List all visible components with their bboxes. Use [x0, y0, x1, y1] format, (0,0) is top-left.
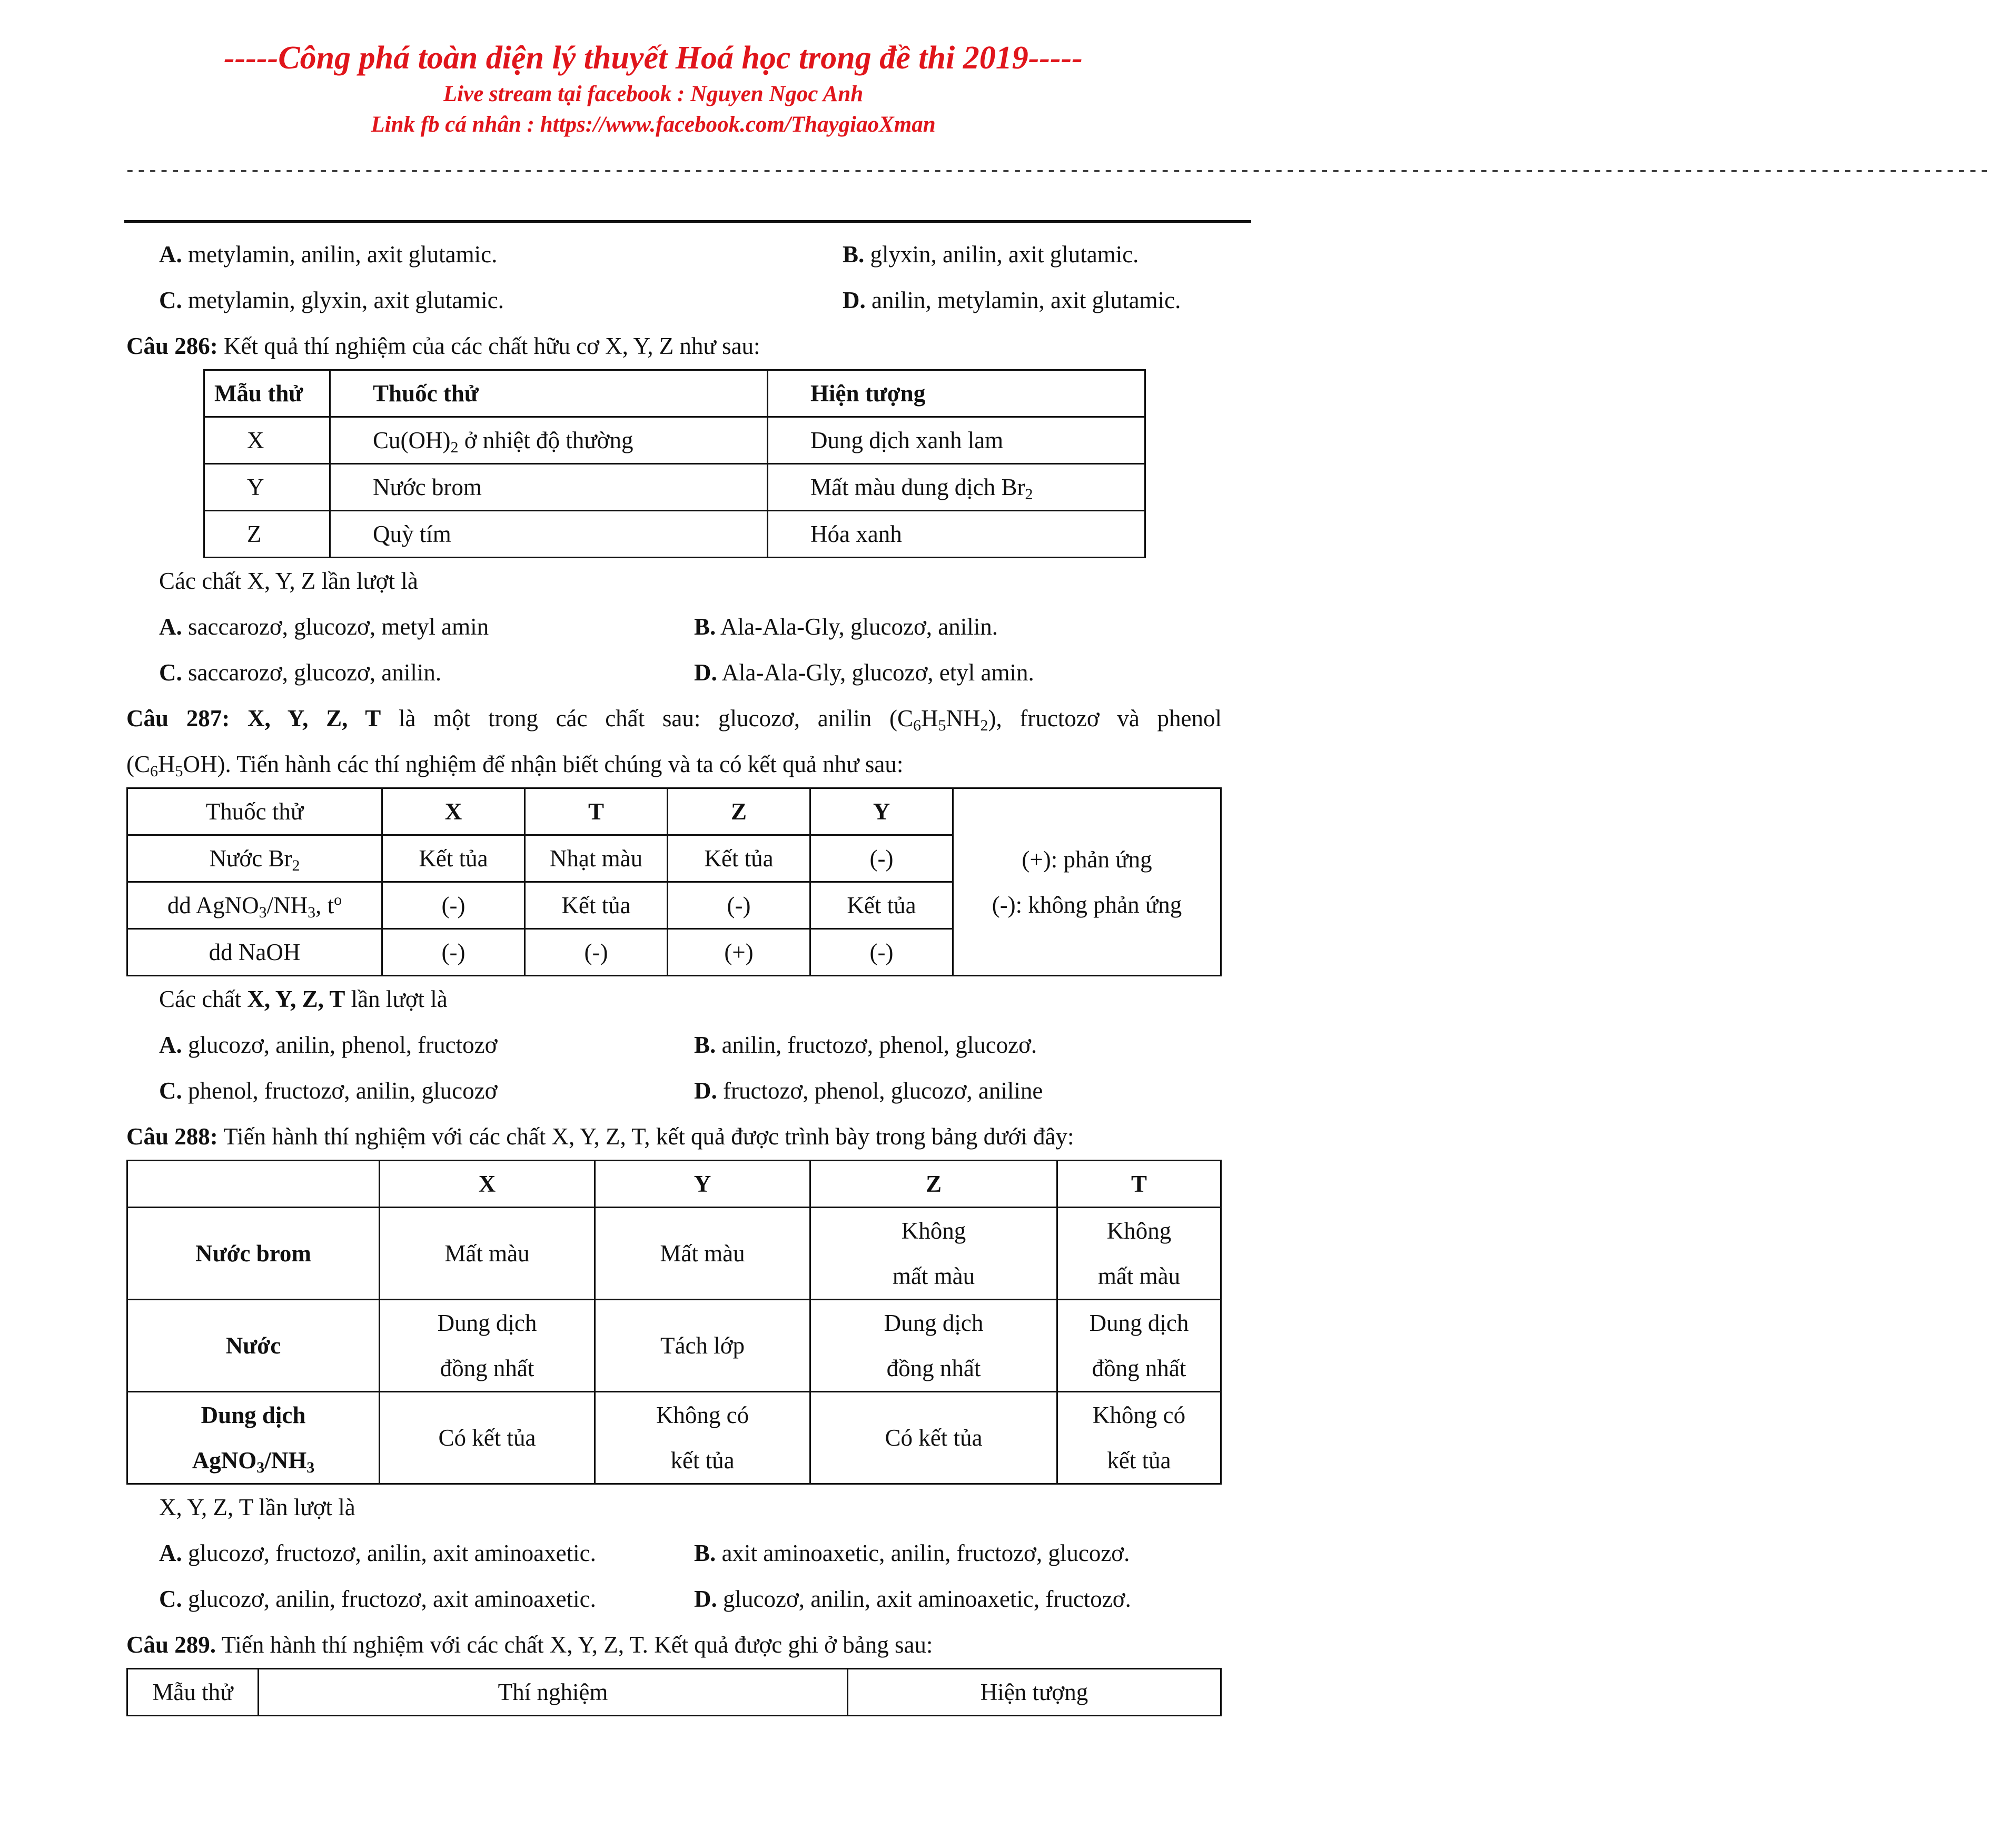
answer-a: glucozơ, anilin, phenol, fructozơ [182, 1032, 498, 1058]
table-header: Z [810, 1161, 1057, 1208]
table-cell: dd NaOH [127, 929, 382, 976]
answer-label: C. [159, 659, 182, 686]
table-cell: Không có kết tủa [595, 1392, 810, 1484]
table-cell: Kết tủa [668, 835, 810, 882]
header-live: Live stream tại facebook : Nguyen Ngoc Anh [443, 82, 864, 106]
table-row [127, 1300, 1221, 1392]
table-header [127, 1161, 380, 1208]
answer-label: A. [159, 1540, 182, 1566]
header-link[interactable]: Link fb cá nhân : https://www.facebook.com/ThaygiaoXman [371, 112, 936, 137]
table-header: Hiện tượng [768, 370, 1145, 417]
table-cell: Kết tủa [525, 882, 668, 929]
legend-plus: (+): phản ứng [1022, 846, 1152, 873]
answer-d: glucozơ, anilin, axit aminoaxetic, fructozơ. [717, 1586, 1131, 1612]
table-cell: (-) [810, 929, 953, 976]
table-cell: Y [204, 464, 330, 511]
question-stem: Các chất X, Y, Z lần lượt là [159, 568, 418, 594]
answer-label: A. [159, 1032, 182, 1058]
question-289 [126, 1622, 1222, 1668]
table-cell: $Cu(OH)_2$ ở nhiệt độ thường [330, 417, 768, 464]
table-cell: Tách lớp [595, 1300, 810, 1392]
answer-d: Ala-Ala-Gly, glucozơ, etyl amin. [717, 659, 1034, 686]
table-cell: X [204, 417, 330, 464]
table-row [204, 464, 1145, 511]
answer-d: fructozơ, phenol, glucozơ, aniline [717, 1078, 1043, 1104]
table-cell: Dung dịch xanh lam [768, 417, 1145, 464]
dashed-separator: -------------------------------------------------------------------------------------------------------------------------------------------------------------------- [124, 160, 1990, 182]
table-cell: Dung dịch đồng nhất [380, 1300, 595, 1392]
question-text: Kết quả thí nghiệm của các chất hữu cơ X, Y, Z như sau: [217, 333, 760, 359]
question-288 [126, 1114, 1222, 1160]
table-cell: (-) [668, 882, 810, 929]
table-cell: Dung dịch đồng nhất [810, 1300, 1057, 1392]
table-header: Z [668, 788, 810, 835]
table-header: Thí nghiệm [259, 1669, 848, 1716]
question-label: Câu 289. [126, 1632, 216, 1658]
question-vars: X, Y, Z, T [247, 705, 381, 732]
answer-row [126, 604, 1222, 650]
table-cell: Nhạt màu [525, 835, 668, 882]
question-text: Tiến hành thí nghiệm với các chất X, Y, Z, T, kết quả được trình bày trong bảng dưới đây: [217, 1123, 1074, 1150]
table-header: X [382, 788, 525, 835]
answer-a: saccarozơ, glucozơ, metyl amin [182, 614, 489, 640]
answer-label: C. [159, 287, 182, 313]
table-header: Mẫu thử [204, 370, 330, 417]
table-header: Mẫu thử [127, 1669, 259, 1716]
answer-label: A. [159, 241, 182, 268]
table-cell: Không có kết tủa [1057, 1392, 1221, 1484]
table-legend [953, 788, 1221, 976]
table-cell: Có kết tủa [380, 1392, 595, 1484]
answer-b: Ala-Ala-Gly, glucozơ, anilin. [716, 614, 998, 640]
answer-label: C. [159, 1586, 182, 1612]
answer-c: metylamin, glyxin, axit glutamic. [182, 287, 504, 313]
table-cell: Nước [127, 1300, 380, 1392]
table-cell: Không mất màu [1057, 1208, 1221, 1300]
answer-c: phenol, fructozơ, anilin, glucozơ [182, 1078, 498, 1104]
table-cell: Mất màu [595, 1208, 810, 1300]
table-cell: Kết tủa [810, 882, 953, 929]
table-cell: dd $AgNO_3/NH_3$, $t^o$ [127, 882, 382, 929]
table-header: T [525, 788, 668, 835]
table-cell: Nước brom [330, 464, 768, 511]
answer-row [126, 1068, 1222, 1114]
table-header: Thuốc thử [330, 370, 768, 417]
question-287: Câu 287: X, Y, Z, T là một trong các chất sau: glucozơ, anilin $(C_6H_5NH_2)$, fructozơ và phenol [126, 705, 1222, 734]
answer-b: glyxin, anilin, axit glutamic. [864, 241, 1139, 268]
table-cell: Dung dịch đồng nhất [1057, 1300, 1221, 1392]
table-row [204, 417, 1145, 464]
answer-row [126, 232, 1222, 278]
table-cell: Nước brom [127, 1208, 380, 1300]
table-row [127, 1392, 1221, 1484]
answer-a: metylamin, anilin, axit glutamic. [182, 241, 498, 268]
legend-minus: (-): không phản ứng [992, 891, 1182, 918]
header-title: -----Công phá toàn diện lý thuyết Hoá học trong đề thi 2019----- [224, 40, 1083, 76]
answer-row [126, 1530, 1222, 1576]
table-cell: Có kết tủa [810, 1392, 1057, 1484]
answer-label: D. [843, 287, 866, 313]
question-287-cont: $(C_6H_5OH)$. Tiến hành các thí nghiệm để nhận biết chúng và ta có kết quả như sau: [126, 751, 904, 780]
answer-row [126, 650, 1222, 696]
question-label: Câu 286: [126, 333, 218, 359]
table-cell: Hóa xanh [768, 511, 1145, 558]
question-286 [126, 323, 1222, 369]
table-289 [126, 1668, 1222, 1716]
table-cell: Quỳ tím [330, 511, 768, 558]
table-cell: (-) [810, 835, 953, 882]
document-body [126, 232, 1222, 1716]
table-cell: Dung dịch $AgNO_3/NH_3$ [127, 1392, 380, 1484]
answer-row [126, 278, 1222, 323]
answer-b: anilin, fructozơ, phenol, glucozơ. [716, 1032, 1037, 1058]
table-header: Thuốc thử [127, 788, 382, 835]
answer-row [126, 1022, 1222, 1068]
table-row [204, 511, 1145, 558]
table-cell: Không mất màu [810, 1208, 1057, 1300]
answer-label: A. [159, 614, 182, 640]
table-cell: (-) [382, 929, 525, 976]
question-label: Câu 288: [126, 1123, 218, 1150]
table-header: Y [810, 788, 953, 835]
table-cell: (-) [525, 929, 668, 976]
question-stem: Các chất X, Y, Z, T lần lượt là [159, 986, 448, 1012]
answer-label: D. [694, 659, 717, 686]
table-header: T [1057, 1161, 1221, 1208]
answer-label: D. [694, 1078, 717, 1104]
answer-label: C. [159, 1078, 182, 1104]
question-stem: X, Y, Z, T lần lượt là [159, 1494, 355, 1520]
answer-label: D. [694, 1586, 717, 1612]
table-cell: Z [204, 511, 330, 558]
table-287 [126, 787, 1222, 976]
table-cell: Mất màu dung dịch $Br_2$ [768, 464, 1145, 511]
question-text: Tiến hành thí nghiệm với các chất X, Y, Z, T. Kết quả được ghi ở bảng sau: [216, 1632, 933, 1658]
table-header: Y [595, 1161, 810, 1208]
answer-c: saccarozơ, glucozơ, anilin. [182, 659, 442, 686]
table-cell: Mất màu [380, 1208, 595, 1300]
answer-label: B. [694, 1032, 716, 1058]
table-cell: Kết tủa [382, 835, 525, 882]
answer-b: axit aminoaxetic, anilin, fructozơ, glucozơ. [716, 1540, 1130, 1566]
horizontal-rule [124, 220, 1251, 223]
table-cell: (-) [382, 882, 525, 929]
page-header [0, 37, 1306, 140]
table-header: X [380, 1161, 595, 1208]
answer-label: B. [843, 241, 865, 268]
table-header: Hiện tượng [848, 1669, 1221, 1716]
table-286 [203, 369, 1146, 558]
answer-row [126, 1576, 1222, 1622]
table-288 [126, 1160, 1222, 1485]
table-cell: (+) [668, 929, 810, 976]
table-cell: Nước $Br_2$ [127, 835, 382, 882]
answer-label: B. [694, 1540, 716, 1566]
question-text: là một trong các chất sau: glucozơ, anilin (C [381, 705, 913, 732]
answer-a: glucozơ, fructozơ, anilin, axit aminoaxetic. [182, 1540, 596, 1566]
table-row [127, 1208, 1221, 1300]
question-label: Câu 287: [126, 705, 230, 732]
answer-d: anilin, metylamin, axit glutamic. [865, 287, 1181, 313]
answer-c: glucozơ, anilin, fructozơ, axit aminoaxetic. [182, 1586, 596, 1612]
answer-label: B. [694, 614, 716, 640]
